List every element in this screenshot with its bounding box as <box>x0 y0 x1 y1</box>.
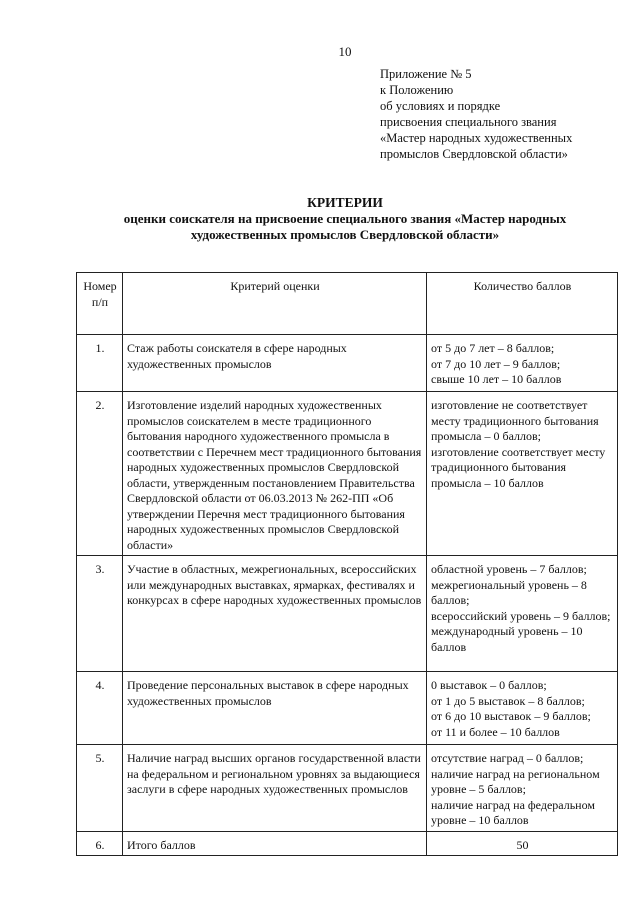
table-row <box>77 335 618 392</box>
total-number: 6. <box>77 831 123 856</box>
points-line: свыше 10 лет – 10 баллов <box>431 372 562 386</box>
page-number: 10 <box>338 44 352 59</box>
header-points: Количество баллов <box>427 273 618 335</box>
total-value: 50 <box>427 831 618 856</box>
criteria-table <box>76 272 618 856</box>
points-line: от 7 до 10 лет – 9 баллов; <box>431 356 561 371</box>
row-number: 3. <box>77 556 123 672</box>
points-line: от 5 до 7 лет – 8 баллов; <box>431 341 555 355</box>
table-row <box>77 745 618 832</box>
appendix-line: промыслов Свердловской области» <box>380 147 568 161</box>
appendix-line: присвоения специального звания <box>380 115 557 129</box>
points-line: от 6 до 10 выставок – 9 баллов; <box>431 709 591 723</box>
table-header-row <box>77 273 618 335</box>
row-points <box>427 672 618 745</box>
points-line: наличие наград на региональном уровне – 5 баллов; <box>431 766 600 796</box>
points-line: наличие наград на федеральном уровне – 10 баллов <box>431 797 595 827</box>
points-line: 0 выставок – 0 баллов; <box>431 678 547 692</box>
table-row <box>77 556 618 672</box>
row-points <box>427 745 618 832</box>
row-number: 4. <box>77 672 123 745</box>
appendix-line: Приложение № 5 <box>380 67 472 81</box>
row-number: 1. <box>77 335 123 392</box>
appendix-line: к Положению <box>380 83 454 97</box>
subtitle-line-2: художественных промыслов Свердловской области» <box>190 227 500 242</box>
row-criterion: Наличие наград высших органов государственной власти на федеральном и региональном уровнях за выдающиеся заслуги в сфере народных художественных промыслов <box>123 745 427 832</box>
table-row <box>77 392 618 556</box>
row-criterion: Изготовление изделий народных художественных промыслов соискателем в месте традиционного бытования народного художественного промысла в соответствии с Перечнем мест традиционного бытования народных художественных промыслов Свердловской области, утвержденным постановлением Правительства Свердловской области от 06.03.2013 № 262-ПП «Об утверждении Перечня мест традиционного бытования народных художественных промыслов Свердловской области» <box>123 392 427 556</box>
points-line: межрегиональный уровень – 8 баллов; <box>431 577 587 607</box>
subtitle-line-1: оценки соискателя на присвоение специального звания «Мастер народных <box>123 211 567 226</box>
appendix-block <box>380 66 635 162</box>
points-line: изготовление соответствует месту традиционного бытования промысла – 10 баллов <box>431 444 606 490</box>
header-number: Номер п/п <box>77 273 123 335</box>
row-number: 5. <box>77 745 123 832</box>
row-number: 2. <box>77 392 123 556</box>
header-criterion: Критерий оценки <box>123 273 427 335</box>
points-line: от 11 и более – 10 баллов <box>431 724 560 739</box>
table-total-row <box>77 831 618 856</box>
table-row <box>77 672 618 745</box>
document-subtitle <box>0 211 640 243</box>
row-points <box>427 392 618 556</box>
points-line: изготовление не соответствует месту традиционного бытования промысла – 0 баллов; <box>431 398 599 443</box>
appendix-line: об условиях и порядке <box>380 99 501 113</box>
points-line: всероссийский уровень – 9 баллов; <box>431 608 611 623</box>
row-criterion: Проведение персональных выставок в сфере народных художественных промыслов <box>123 672 427 745</box>
row-points <box>427 335 618 392</box>
row-criterion: Участие в областных, межрегиональных, всероссийских или международных выставках, ярмарках, фестивалях и конкурсах в сфере народных художественных промыслов <box>123 556 427 672</box>
row-points <box>427 556 618 672</box>
total-label: Итого баллов <box>123 831 427 856</box>
points-line: областной уровень – 7 баллов; <box>431 562 587 576</box>
points-line: международный уровень – 10 баллов <box>431 624 583 654</box>
points-line: отсутствие наград – 0 баллов; <box>431 751 584 765</box>
points-line: от 1 до 5 выставок – 8 баллов; <box>431 693 585 708</box>
appendix-line: «Мастер народных художественных <box>380 131 573 145</box>
document-title: КРИТЕРИИ <box>307 195 383 210</box>
row-criterion: Стаж работы соискателя в сфере народных художественных промыслов <box>123 335 427 392</box>
